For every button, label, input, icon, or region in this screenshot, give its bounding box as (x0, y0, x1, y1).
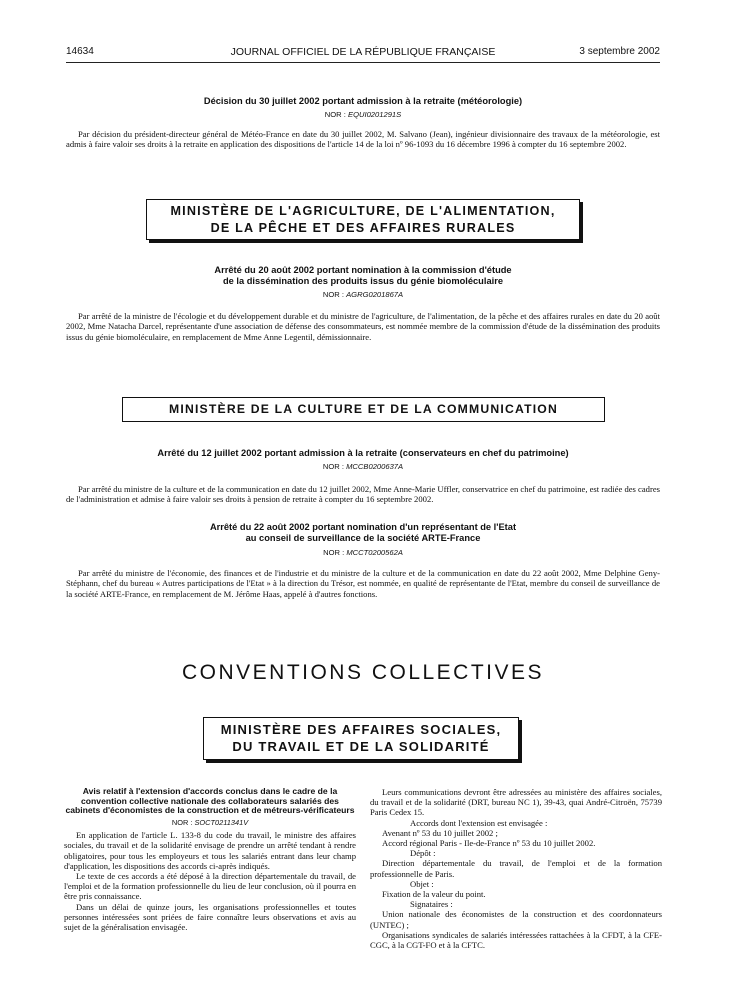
ministry-agriculture-box (146, 199, 580, 240)
avis-paragraph: Direction départementale du travail, de l'emploi et de la formation professionnelle de Paris. (370, 858, 662, 879)
issue-date: 3 septembre 2002 (579, 46, 660, 57)
avis-paragraph: Dans un délai de quinze jours, les organisations professionnelles et toutes personnes intéressées sont priées de faire connaître leurs observations et avis au sujet de la généralisation envisagée. (64, 901, 356, 932)
avis-subheading: Objet : (410, 878, 434, 889)
avis-paragraph: Union nationale des économistes de la construction et des coordonnateurs (UNTEC) ; (370, 909, 662, 930)
ministry-culture-box (122, 397, 605, 422)
arrete-arte-body: Par arrêté du ministre de l'économie, des finances et de l'industrie et du ministre de la culture et de la communication en date du 22 août 2002, Mme Delphine Geny-Stéphann, chef du bureau « Autres participations de l'Etat » à la direction du Trésor, est nommée, en qualité de représentante de l'Etat, membre du conseil de surveillance de la société ARTE-France, en remplacement de M. Jérôme Haas, appelé à d'autres fonctions. (66, 568, 660, 599)
avis-paragraph: En application de l'article L. 133-8 du code du travail, le ministre des affaires sociales, du travail et de la solidarité envisage de prendre un arrêté tendant à rendre obligatoires, pour tous les employeurs et tous les salariés entrant dans leur champ d'application, les dispositions des accords ci-après indiqués. (64, 830, 356, 871)
decision-meteo-body: Par décision du président-directeur général de Météo-France en date du 30 juillet 2002, M. Salvano (Jean), ingénieur divisionnaire des travaux de la météorologie, est admis à faire valoir ses droits à la retraite en application des dispositions de l'article 14 de la loi nº 96-1093 du 16 décembre 1996 à compter du 16 septembre 2002. (66, 129, 660, 150)
avis-subheading: Dépôt : (410, 848, 436, 859)
avis-paragraph: Avenant nº 53 du 10 juillet 2002 ; (382, 827, 498, 838)
arrete-biomoleculaire-body: Par arrêté de la ministre de l'écologie et du développement durable et du ministre de l'agriculture, de l'alimentation, de la pêche et des affaires rurales en date du 20 août 2002, Mme Natacha Darcel, représentante d'une association de défense des consommateurs, est nommée membre de la commission d'étude de la dissémination des produits issus du génie biomoléculaire, en remplacement de Mme Anne Legentil, démissionnaire. (66, 311, 660, 342)
avis-paragraph: Organisations syndicales de salariés intéressées rattachées à la CFDT, à la CFE-CGC, à la CGT-FO et à la CFTC. (370, 929, 662, 951)
avis-right-column (370, 787, 662, 950)
avis-title: Avis relatif à l'extension d'accords conclus dans le cadre de la convention collective nationale des collaborateurs salariés des cabinets d'économistes de la construction et de métreurs-vérificateurs (65, 786, 355, 816)
arrete-arte-nor: NOR : MCCT0200562A (323, 548, 403, 557)
arrete-patrimoine-nor: NOR : MCCB0200637A (322, 462, 404, 471)
avis-paragraph: Le texte de ces accords a été déposé à la direction départementale du travail, de l'emploi et de la formation professionnelle du lieu de leur conclusion, où il pourra en être pris connaissance. (64, 870, 356, 902)
ministry-culture-line1: MINISTÈRE DE LA CULTURE ET DE LA COMMUNICATION (169, 402, 558, 416)
ministry-social-line2: DU TRAVAIL ET DE LA SOLIDARITÉ (232, 739, 490, 754)
decision-meteo-nor: NOR : EQUI0201291S (324, 110, 402, 119)
decision-meteo-title: Décision du 30 juillet 2002 portant admission à la retraite (météorologie) (203, 96, 523, 106)
page-number: 14634 (66, 46, 94, 57)
avis-left-column (64, 787, 356, 932)
avis-paragraph: Fixation de la valeur du point. (382, 889, 486, 900)
arrete-patrimoine-title: Arrêté du 12 juillet 2002 portant admission à la retraite (conservateurs en chef du patrimoine) (157, 448, 569, 458)
avis-subheading: Accords dont l'extension est envisagée : (410, 817, 548, 828)
ministry-agriculture-line2: DE LA PÊCHE ET DES AFFAIRES RURALES (210, 220, 516, 235)
avis-subheading: Signataires : (410, 899, 453, 910)
header-rule (66, 62, 660, 63)
journal-title: JOURNAL OFFICIEL DE LA RÉPUBLIQUE FRANÇAISE (230, 46, 496, 58)
avis-nor: NOR : SOCT0211341V (171, 818, 249, 828)
ministry-social-line1: MINISTÈRE DES AFFAIRES SOCIALES, (220, 722, 502, 737)
ministry-agriculture-line1: MINISTÈRE DE L'AGRICULTURE, DE L'ALIMENTATION, (170, 204, 556, 218)
arrete-arte-title: Arrêté du 22 août 2002 portant nomination d'un représentant de l'Etat au conseil de surveillance de la société ARTE-France (209, 522, 517, 543)
arrete-biomoleculaire-nor: NOR : AGRG0201867A (322, 290, 404, 299)
avis-paragraph: Accord régional Paris - Ile-de-France nº 53 du 10 juillet 2002. (382, 838, 596, 849)
arrete-patrimoine-body: Par arrêté du ministre de la culture et de la communication en date du 12 juillet 2002, Mme Anne-Marie Uffler, conservatrice en chef du patrimoine, est radiée des cadres de l'administration et admise à faire valoir ses droits à pension de retraite à compter du 16 septembre 2002. (66, 484, 660, 505)
ministry-social-box (203, 717, 519, 760)
arrete-biomoleculaire-title: Arrêté du 20 août 2002 portant nomination à la commission d'étude de la dissémination des produits issus du génie biomoléculaire (214, 265, 512, 286)
avis-paragraph: Leurs communications devront être adressées au ministère des affaires sociales, du travail et de la solidarité (DRT, bureau NC 1), 39-43, quai André-Citroën, 75739 Paris Cedex 15. (370, 787, 662, 818)
page-header (66, 46, 660, 60)
section-title: CONVENTIONS COLLECTIVES (181, 661, 545, 684)
